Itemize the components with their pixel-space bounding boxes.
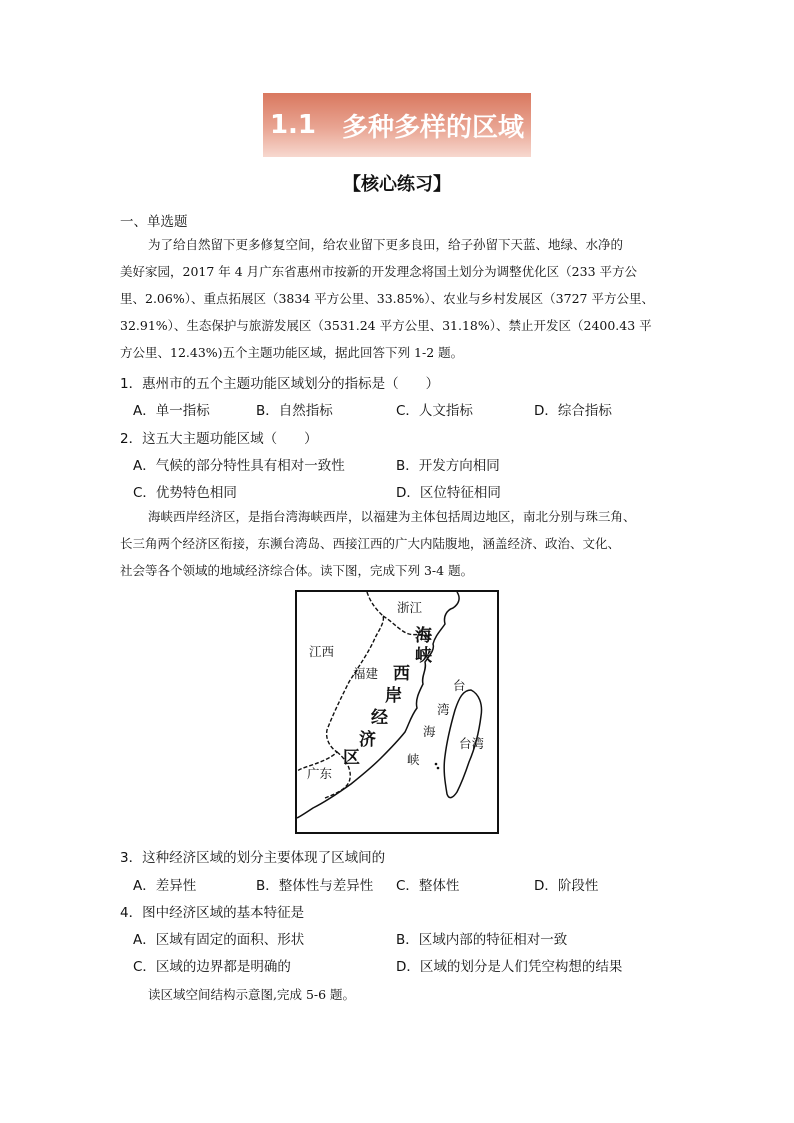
- strait-char: 台: [453, 678, 466, 693]
- passage-1: [120, 231, 654, 366]
- jiangxi-label: 江西: [309, 644, 335, 659]
- passage-1-line: 里、2.06%）、重点拓展区（3834 平方公里、33.85%）、农业与乡村发展区（3727 平方公里、: [120, 291, 654, 306]
- zone-char: 海: [415, 626, 432, 646]
- question-4-option-d[interactable]: D．区域的划分是人们凭空构想的结果: [396, 959, 623, 975]
- question-1-option-c[interactable]: C．人文指标: [396, 403, 473, 419]
- question-4-stem: 4．图中经济区域的基本特征是: [120, 905, 305, 921]
- guangdong-label: 广东: [307, 766, 333, 781]
- chapter-number: 1.1: [269, 110, 317, 140]
- fujian-label: 福建: [353, 666, 379, 681]
- chapter-title-banner: [263, 93, 531, 157]
- question-3-option-a[interactable]: A．差异性: [133, 878, 197, 894]
- strait-char: 海: [423, 724, 436, 739]
- question-2-option-a[interactable]: A．气候的部分特性具有相对一致性: [133, 458, 345, 474]
- map-outlines: [297, 592, 497, 832]
- passage-2-line: 社会等各个领域的地域经济综合体。读下图，完成下列 3-4 题。: [120, 563, 474, 578]
- question-2-option-c[interactable]: C．优势特色相同: [133, 485, 237, 501]
- chapter-title: 多种多样的区域: [342, 112, 525, 143]
- haixi-map: [295, 590, 499, 834]
- question-1-option-b[interactable]: B．自然指标: [256, 403, 333, 419]
- question-2-stem: 2．这五大主题功能区域（ ）: [120, 431, 318, 447]
- passage-1-line: 32.91%）、生态保护与旅游发展区（3531.24 平方公里、31.18%）、禁止开发区（2400.43 平: [120, 318, 652, 333]
- question-4-option-c[interactable]: C．区域的边界都是明确的: [133, 959, 291, 975]
- zone-char: 济: [359, 730, 376, 750]
- penghu-islet: [435, 763, 438, 766]
- section-heading: 一、单选题: [120, 214, 188, 230]
- mainland-coastline: [297, 592, 459, 818]
- question-4-option-a[interactable]: A．区域有固定的面积、形状: [133, 932, 305, 948]
- question-3-stem: 3．这种经济区域的划分主要体现了区域间的: [120, 850, 386, 866]
- zhejiang-label: 浙江: [397, 600, 423, 615]
- zone-char: 岸: [385, 686, 402, 706]
- zone-char: 西: [393, 664, 410, 684]
- passage-2-line: 长三角两个经济区衔接，东濒台湾岛、西接江西的广大内陆腹地，涵盖经济、政治、文化、: [120, 536, 621, 551]
- question-1-stem: 1．惠州市的五个主题功能区域划分的指标是（ ）: [120, 376, 440, 392]
- question-2-option-d[interactable]: D．区位特征相同: [396, 485, 501, 501]
- instruction-note: 读区域空间结构示意图,完成 5-6 题。: [148, 987, 356, 1002]
- penghu-islet: [437, 767, 440, 770]
- question-1-option-a[interactable]: A．单一指标: [133, 403, 210, 419]
- passage-1-line: 方公里、12.43%)五个主题功能区域，据此回答下列 1-2 题。: [120, 345, 464, 360]
- question-4-option-b[interactable]: B．区域内部的特征相对一致: [396, 932, 568, 948]
- question-3-option-b[interactable]: B．整体性与差异性: [256, 878, 374, 894]
- taiwan-label: 台湾: [459, 736, 485, 751]
- question-3-option-d[interactable]: D．阶段性: [534, 878, 599, 894]
- passage-2-line: 海峡西岸经济区，是指台湾海峡西岸，以福建为主体包括周边地区，南北分别与珠三角、: [148, 509, 636, 524]
- question-3-option-c[interactable]: C．整体性: [396, 878, 460, 894]
- strait-char: 峡: [407, 752, 420, 767]
- section-subtitle: 【核心练习】: [343, 174, 451, 195]
- strait-char: 湾: [437, 702, 450, 717]
- passage-1-line: 美好家园，2017 年 4 月广东省惠州市按新的开发理念将国土划分为调整优化区（233 平方公: [120, 264, 638, 279]
- zone-char: 经: [371, 708, 388, 728]
- zone-char: 区: [343, 748, 360, 768]
- passage-1-line: 为了给自然留下更多修复空间，给农业留下更多良田，给子孙留下天蓝、地绿、水净的: [148, 237, 624, 252]
- zone-char: 峡: [415, 646, 432, 666]
- question-2-option-b[interactable]: B．开发方向相同: [396, 458, 500, 474]
- passage-2: [120, 503, 636, 584]
- question-1-option-d[interactable]: D．综合指标: [534, 403, 612, 419]
